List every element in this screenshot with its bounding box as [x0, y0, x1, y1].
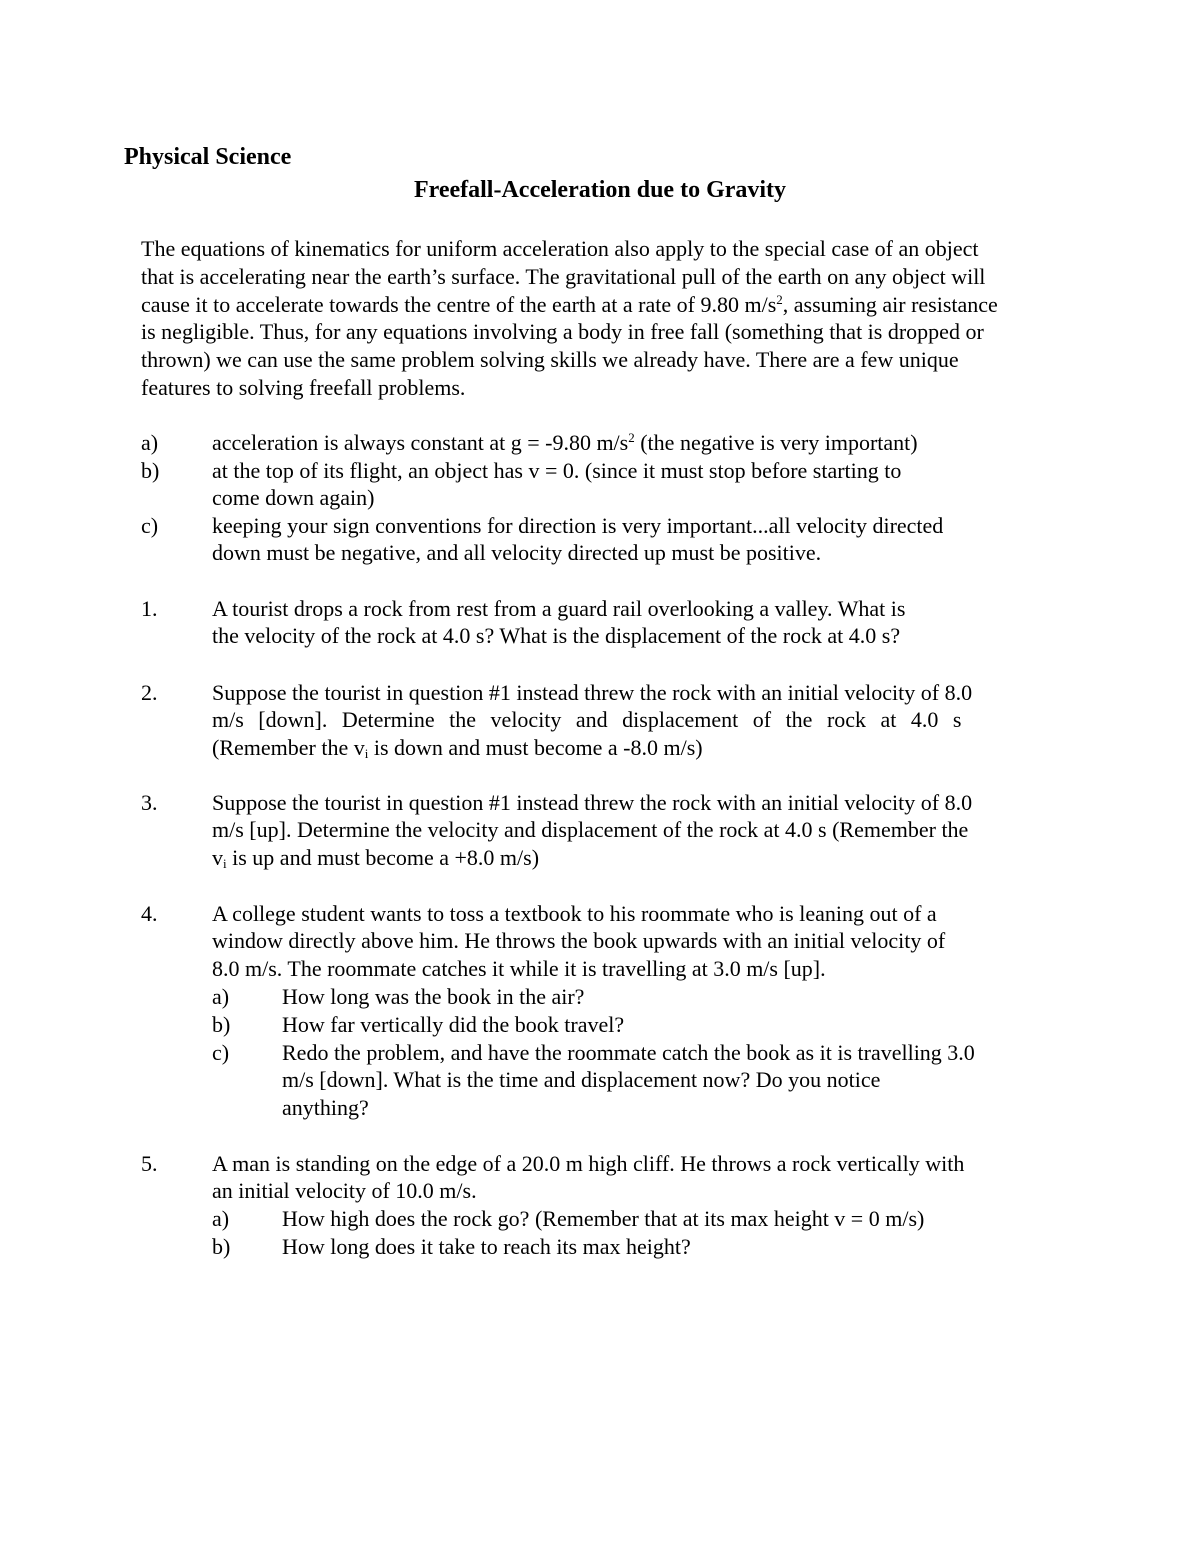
feature-label: c) — [141, 513, 159, 538]
feature-line: keeping your sign conventions for direction is very important...all velocity directed — [212, 513, 944, 538]
intro-line-part: , assuming air resistance — [782, 291, 998, 317]
part-text — [282, 1011, 1042, 1038]
question-number: 4. — [141, 901, 158, 926]
question-text — [212, 789, 1042, 871]
part-line: m/s [down]. What is the time and displacement now? Do you notice — [282, 1067, 881, 1093]
part-line: Redo the problem, and have the roommate catch the book as it is travelling 3.0 — [282, 1040, 975, 1065]
part-label: b) — [212, 1234, 231, 1259]
course-name: Physical Science — [124, 144, 292, 170]
question-number: 3. — [141, 790, 158, 815]
question-line-part: is up and must become a +8.0 m/s) — [226, 844, 540, 870]
intro-line: The equations of kinematics for uniform acceleration also apply to the special case of an object — [141, 236, 979, 261]
part-line: How long was the book in the air? — [282, 984, 585, 1009]
feature-text-part: acceleration is always constant at g = -9.80 m/s — [212, 430, 629, 455]
subscript: i — [223, 855, 227, 871]
part-label: b) — [212, 1012, 231, 1037]
feature-line: at the top of its flight, an object has v = 0. (since it must stop before starting to — [212, 458, 902, 483]
feature-text — [212, 429, 1042, 456]
question-line: m/s [down]. Determine the velocity and displacement of the rock at 4.0 s — [212, 707, 962, 733]
question-number: 1. — [141, 596, 158, 621]
part-label: c) — [212, 1040, 230, 1065]
part-label: a) — [212, 1206, 230, 1231]
part-line: anything? — [282, 1094, 369, 1120]
feature-line: down must be negative, and all velocity directed up must be positive. — [212, 540, 822, 566]
question-line: Suppose the tourist in question #1 instead threw the rock with an initial velocity of 8.0 — [212, 790, 973, 815]
subscript: i — [364, 745, 369, 761]
part-text — [282, 1205, 1042, 1232]
question-line: Suppose the tourist in question #1 instead threw the rock with an initial velocity of 8.0 — [212, 680, 973, 705]
exponent: 2 — [776, 291, 783, 307]
exponent: 2 — [628, 430, 635, 445]
question-line — [212, 734, 1042, 761]
part-label: a) — [212, 984, 230, 1009]
question-line: m/s [up]. Determine the velocity and displacement of the rock at 4.0 s (Remember the — [212, 817, 969, 843]
part-text — [282, 1039, 1042, 1121]
feature-label: b) — [141, 458, 160, 483]
question-line: 8.0 m/s. The roommate catches it while it is travelling at 3.0 m/s [up]. — [212, 955, 826, 981]
question-line: an initial velocity of 10.0 m/s. — [212, 1178, 477, 1204]
feature-text — [212, 457, 1042, 512]
question-text — [212, 1150, 1042, 1205]
intro-line: that is accelerating near the earth’s surface. The gravitational pull of the earth on any object will — [141, 263, 986, 289]
intro-line: thrown) we can use the same problem solving skills we already have. There are a few unique — [141, 347, 959, 373]
question-line-part: v — [212, 844, 223, 870]
question-number: 2. — [141, 680, 158, 705]
question-line: A man is standing on the edge of a 20.0 m high cliff. He throws a rock vertically with — [212, 1151, 965, 1176]
question-line-part: (Remember the v — [212, 734, 365, 760]
question-line: A tourist drops a rock from rest from a guard rail overlooking a valley. What is — [212, 596, 906, 621]
feature-text-part: (the negative is very important) — [634, 430, 918, 455]
part-text — [282, 983, 1042, 1010]
question-line-part: is down and must become a -8.0 m/s) — [368, 734, 703, 760]
intro-paragraph — [141, 235, 1071, 402]
feature-text — [212, 512, 1042, 567]
question-line: the velocity of the rock at 4.0 s? What is the displacement of the rock at 4.0 s? — [212, 623, 901, 649]
question-line — [212, 844, 1042, 871]
part-line: How high does the rock go? (Remember that at its max height v = 0 m/s) — [282, 1206, 925, 1231]
feature-line: come down again) — [212, 485, 375, 511]
intro-line: is negligible. Thus, for any equations involving a body in free fall (something that is dropped or — [141, 319, 984, 345]
intro-line: features to solving freefall problems. — [141, 374, 466, 400]
question-line: A college student wants to toss a textbook to his roommate who is leaning out of a — [212, 901, 937, 926]
page-title: Freefall-Acceleration due to Gravity — [413, 177, 787, 203]
question-number: 5. — [141, 1151, 158, 1176]
question-text — [212, 900, 1042, 982]
intro-line — [141, 291, 1071, 319]
part-line: How far vertically did the book travel? — [282, 1012, 625, 1037]
question-text — [212, 679, 1042, 761]
question-text — [212, 595, 1042, 650]
question-line: window directly above him. He throws the book upwards with an initial velocity of — [212, 928, 946, 954]
feature-label: a) — [141, 430, 159, 455]
part-line: How long does it take to reach its max height? — [282, 1234, 691, 1259]
intro-line-part: cause it to accelerate towards the centre of the earth at a rate of 9.80 m/s — [141, 291, 777, 317]
part-text — [282, 1233, 1042, 1260]
